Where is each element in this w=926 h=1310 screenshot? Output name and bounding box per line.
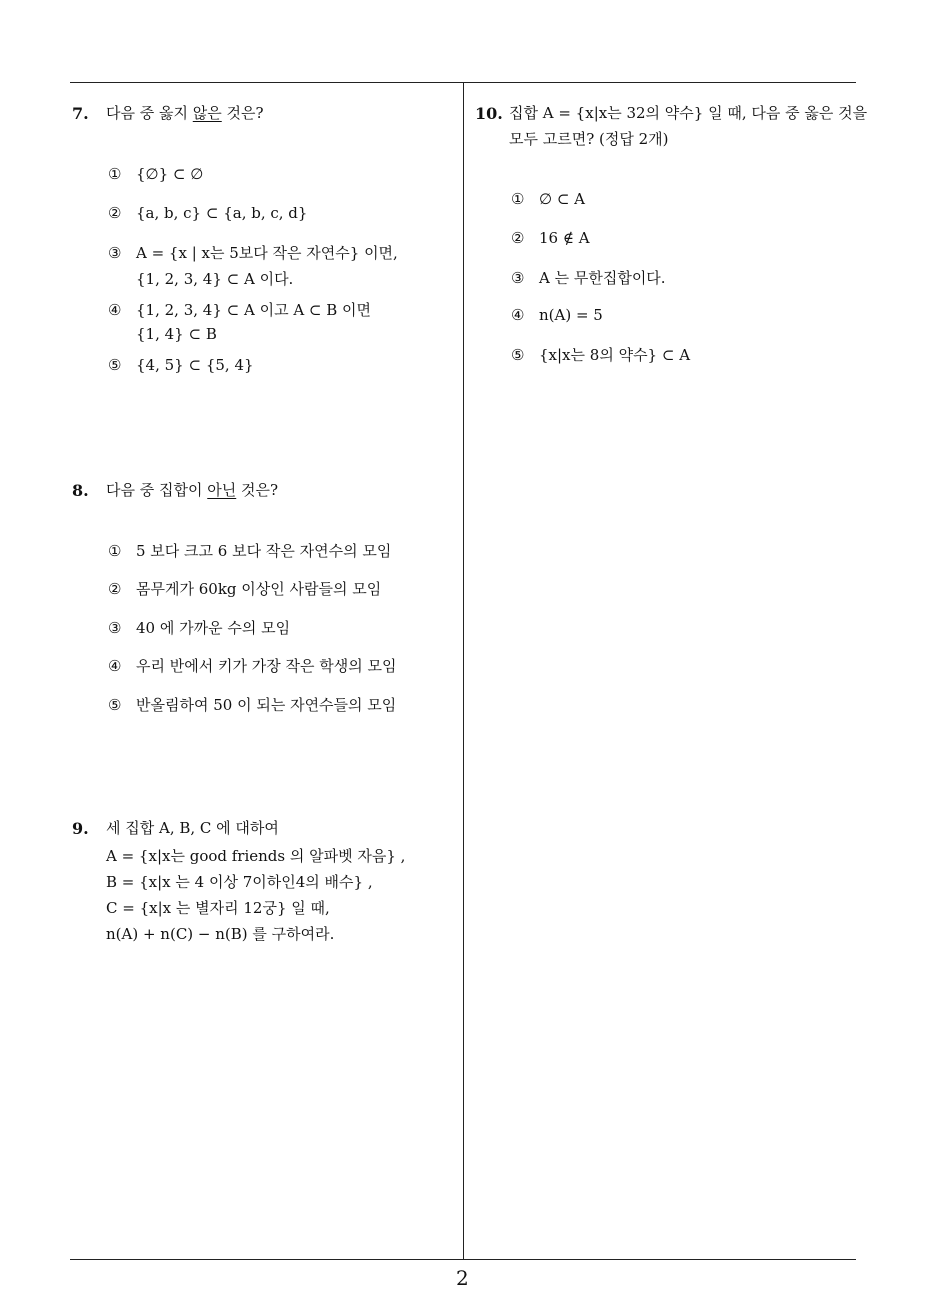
option-3-continuation: {1, 2, 3, 4} ⊂ A 이다. xyxy=(136,270,294,288)
option-1[interactable]: ① 5 보다 크고 6 보다 작은 자연수의 모임 xyxy=(108,542,392,560)
emphasis-underline: 않은 xyxy=(192,104,222,122)
option-4[interactable]: ④ n(A) = 5 xyxy=(511,306,603,324)
question-text: 다음 중 집합이 아닌 것은? xyxy=(106,481,279,499)
option-3[interactable]: ③ A 는 무한집합이다. xyxy=(511,269,666,287)
option-3[interactable]: ③ 40 에 가까운 수의 모임 xyxy=(108,619,291,637)
option-5[interactable]: ⑤ {4, 5} ⊂ {5, 4} xyxy=(108,356,254,374)
question-number: 9. xyxy=(72,819,89,838)
column-divider xyxy=(463,82,464,1260)
question-instruction: n(A) + n(C) − n(B) 를 구하여라. xyxy=(106,925,335,943)
set-c-definition: C = {x|x 는 별자리 12궁} 일 때, xyxy=(106,899,330,917)
option-4[interactable]: ④ 우리 반에서 키가 가장 작은 학생의 모임 xyxy=(108,657,397,675)
question-number: 8. xyxy=(72,481,89,500)
set-a-definition: A = {x|x는 good friends 의 알파벳 자음} , xyxy=(106,847,406,865)
option-4-continuation: {1, 4} ⊂ B xyxy=(136,325,217,343)
option-1[interactable]: ① {∅} ⊂ ∅ xyxy=(108,165,204,183)
option-5[interactable]: ⑤ 반올림하여 50 이 되는 자연수들의 모임 xyxy=(108,696,397,714)
option-3[interactable]: ③ A = {x | x는 5보다 작은 자연수} 이면, xyxy=(108,244,398,262)
question-number: 7. xyxy=(72,104,89,123)
option-5[interactable]: ⑤ {x|x는 8의 약수} ⊂ A xyxy=(511,346,691,364)
question-text: 세 집합 A, B, C 에 대하여 xyxy=(106,819,279,837)
question-number: 10. xyxy=(475,104,503,123)
set-b-definition: B = {x|x 는 4 이상 7이하인4의 배수} , xyxy=(106,873,373,891)
option-2[interactable]: ② 몸무게가 60kg 이상인 사람들의 모임 xyxy=(108,580,382,598)
question-text-continuation: 모두 고르면? (정답 2개) xyxy=(509,130,669,148)
bottom-rule xyxy=(70,1259,856,1260)
option-2[interactable]: ② {a, b, c} ⊂ {a, b, c, d} xyxy=(108,204,308,222)
option-1[interactable]: ① ∅ ⊂ A xyxy=(511,190,586,208)
page-number: 2 xyxy=(456,1266,469,1290)
option-2[interactable]: ② 16 ∉ A xyxy=(511,229,590,247)
question-text: 다음 중 옳지 않은 것은? xyxy=(106,104,264,122)
emphasis-underline: 아닌 xyxy=(207,481,237,499)
option-4[interactable]: ④ {1, 2, 3, 4} ⊂ A 이고 A ⊂ B 이면 xyxy=(108,301,372,319)
question-text: 집합 A = {x|x는 32의 약수} 일 때, 다음 중 옳은 것을 xyxy=(509,104,868,122)
